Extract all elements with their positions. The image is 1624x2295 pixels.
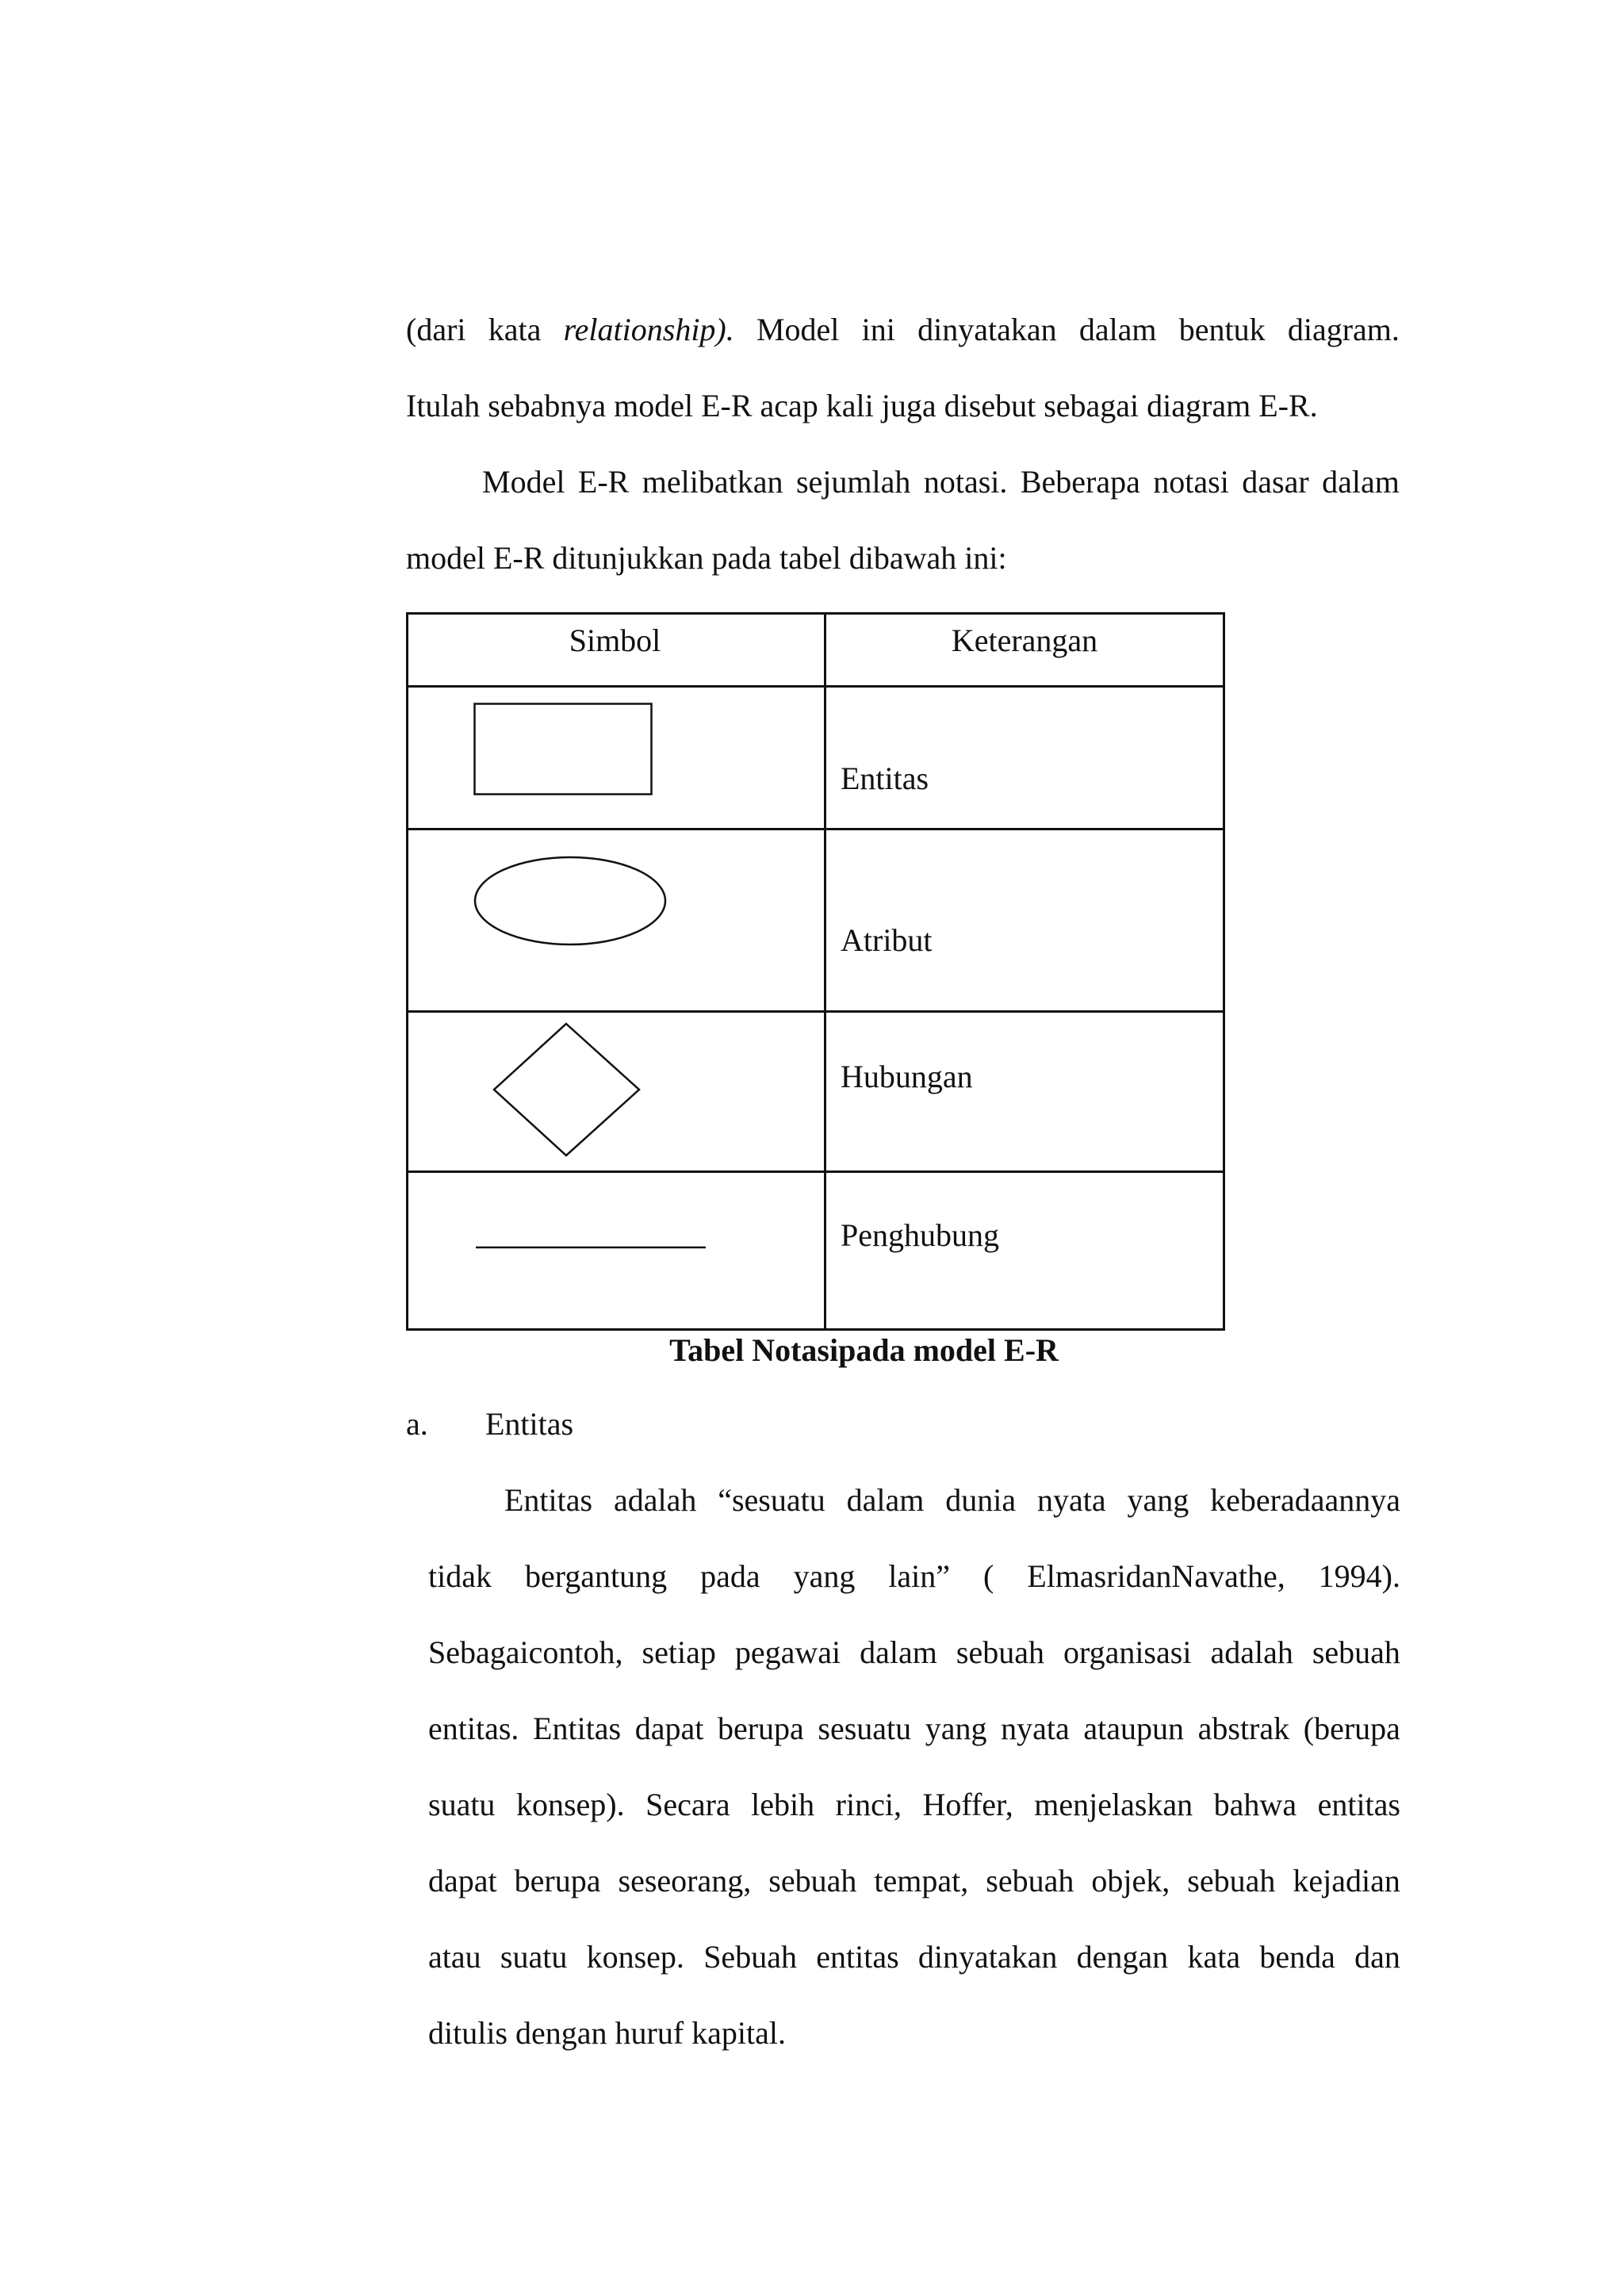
word: kata: [488, 312, 542, 347]
word: atau: [428, 1939, 481, 1975]
line-symbol-icon: [476, 1244, 707, 1251]
word: dapat: [634, 1711, 704, 1746]
word: abstrak: [1197, 1711, 1290, 1746]
word: dalam: [1078, 312, 1157, 347]
word: Entitas: [533, 1711, 622, 1746]
section-title: Entitas: [485, 1406, 574, 1442]
word: rinci,: [835, 1787, 902, 1822]
word: ElmasridanNavathe,: [1027, 1558, 1285, 1594]
paragraph3-line4: [428, 1708, 1400, 1749]
word: Beberapa: [1020, 464, 1140, 500]
word: organisasi: [1063, 1634, 1192, 1670]
paragraph3-line1: [504, 1480, 1400, 1521]
table-border-middle: [824, 612, 826, 1331]
table-border-top: [406, 612, 1225, 615]
table-header-keterangan: Keterangan: [951, 623, 1098, 658]
word: tidak: [428, 1558, 492, 1594]
paragraph3-last-line: ditulis dengan huruf kapital.: [428, 2015, 787, 2051]
word: dalam: [846, 1482, 925, 1518]
word: Entitas: [504, 1482, 593, 1518]
word-italic: relationship).: [563, 312, 734, 347]
table-border: [406, 685, 1225, 688]
word: dalam: [1322, 464, 1400, 500]
paragraph3-line7: [428, 1937, 1400, 1978]
table-header-simbol: Simbol: [569, 623, 661, 658]
paragraph2-line2: model E-R ditunjukkan pada tabel dibawah ini:: [406, 540, 1007, 576]
word: berupa: [514, 1863, 601, 1898]
section-marker: a.: [406, 1406, 428, 1442]
paragraph3-line6: [428, 1860, 1400, 1902]
word: notasi.: [923, 464, 1008, 500]
paragraph1-line1: [406, 309, 1400, 351]
table-border-right: [1223, 612, 1225, 1331]
paragraph3-line3: [428, 1632, 1400, 1673]
word: seseorang,: [618, 1863, 752, 1898]
word: Sebagaicontoh,: [428, 1634, 623, 1670]
word: konsep).: [515, 1787, 625, 1822]
table-border: [406, 1010, 1225, 1013]
paragraph2-line1: [482, 462, 1400, 503]
word: dunia: [945, 1482, 1017, 1518]
word: lain”: [888, 1558, 951, 1594]
word: objek,: [1091, 1863, 1170, 1898]
word: entitas: [1317, 1787, 1400, 1822]
table-border-left: [406, 612, 408, 1331]
paragraph1-line2: Itulah sebabnya model E-R acap kali juga disebut sebagai diagram E-R.: [406, 388, 1318, 423]
word: Sebuah: [703, 1939, 797, 1975]
word: setiap: [642, 1634, 716, 1670]
word: dapat: [428, 1863, 497, 1898]
word: Hoffer,: [922, 1787, 1013, 1822]
word: melibatkan: [642, 464, 783, 500]
ellipse-symbol-icon: [473, 855, 670, 950]
word: pada: [700, 1558, 760, 1594]
word: konsep.: [586, 1939, 684, 1975]
word: suatu: [428, 1787, 496, 1822]
word: bentuk: [1178, 312, 1266, 347]
word: nyata: [1001, 1711, 1070, 1746]
word: entitas: [816, 1939, 899, 1975]
word: (berupa: [1303, 1711, 1400, 1746]
word: keberadaannya: [1210, 1482, 1400, 1518]
word: sebuah: [1312, 1634, 1400, 1670]
word: Secara: [645, 1787, 730, 1822]
table-cell-keterangan: Atribut: [841, 922, 933, 958]
word: sebuah: [768, 1863, 857, 1898]
paragraph3-line2: [428, 1556, 1400, 1597]
word: tempat,: [874, 1863, 969, 1898]
word: yang: [925, 1711, 987, 1746]
paragraph3-line5: [428, 1784, 1400, 1826]
table-cell-keterangan: Hubungan: [841, 1059, 973, 1094]
rectangle-symbol-icon: [473, 703, 654, 798]
word: “sesuatu: [718, 1482, 825, 1518]
word: dasar: [1242, 464, 1309, 500]
word: ini: [861, 312, 895, 347]
diamond-symbol-icon: [492, 1021, 642, 1159]
table-cell-keterangan: Entitas: [841, 761, 929, 796]
word: pegawai: [734, 1634, 841, 1670]
word: sejumlah: [795, 464, 911, 500]
word: sebuah: [1187, 1863, 1276, 1898]
word: E-R: [577, 464, 630, 500]
word: menjelaskan: [1034, 1787, 1193, 1822]
word: berupa: [717, 1711, 804, 1746]
word: sebuah: [956, 1634, 1044, 1670]
word: nyata: [1036, 1482, 1106, 1518]
word: ataupun: [1083, 1711, 1185, 1746]
word: notasi: [1153, 464, 1229, 500]
word: Model: [482, 464, 565, 500]
table-border: [406, 828, 1225, 830]
word: benda: [1259, 1939, 1335, 1975]
word: sesuatu: [818, 1711, 912, 1746]
word: bahwa: [1213, 1787, 1297, 1822]
word: (: [982, 1558, 994, 1594]
word: yang: [793, 1558, 856, 1594]
word: dinyatakan: [917, 312, 1057, 347]
table-border: [406, 1170, 1225, 1173]
table-caption: Tabel Notasipada model E-R: [669, 1332, 1059, 1368]
word: suatu: [500, 1939, 568, 1975]
word: bergantung: [524, 1558, 668, 1594]
notation-table: [406, 612, 1225, 1331]
table-cell-keterangan: Penghubung: [841, 1217, 999, 1253]
word: sebuah: [986, 1863, 1074, 1898]
word: kejadian: [1293, 1863, 1400, 1898]
word: diagram.: [1287, 312, 1400, 347]
word: kata: [1187, 1939, 1241, 1975]
word: lebih: [751, 1787, 815, 1822]
word: dinyatakan: [917, 1939, 1058, 1975]
word: Model: [756, 312, 840, 347]
word: adalah: [613, 1482, 697, 1518]
word: dalam: [860, 1634, 937, 1670]
word: yang: [1127, 1482, 1189, 1518]
word: 1994).: [1318, 1558, 1400, 1594]
word: (dari: [406, 312, 466, 347]
word: dengan: [1076, 1939, 1169, 1975]
word: dan: [1354, 1939, 1400, 1975]
word: entitas.: [428, 1711, 519, 1746]
word: adalah: [1210, 1634, 1293, 1670]
